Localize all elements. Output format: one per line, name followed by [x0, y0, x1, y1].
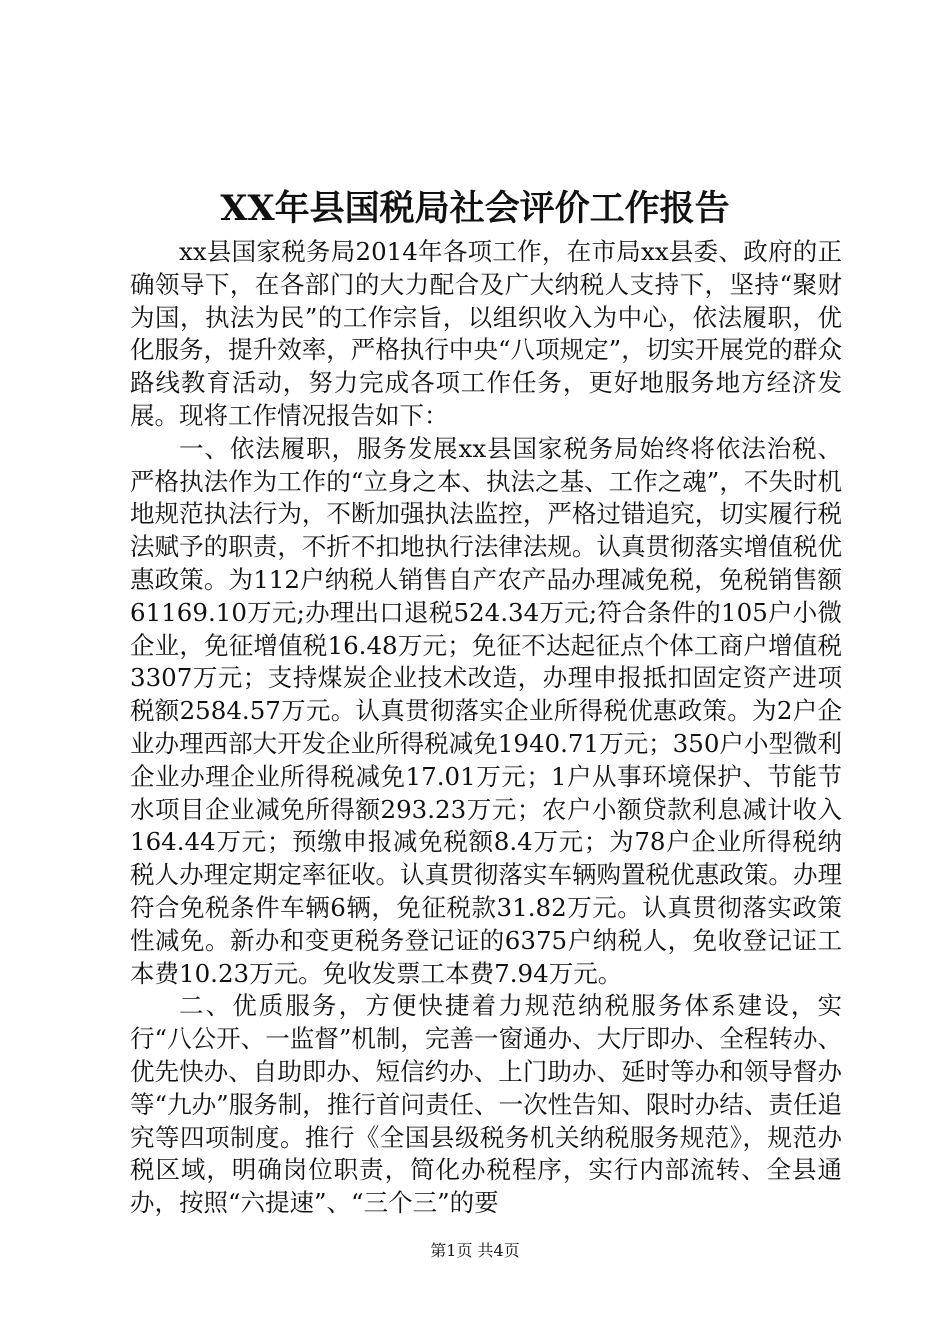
document-body — [130, 236, 842, 1220]
paragraph-section-2: 二、优质服务，方便快捷着力规范纳税服务体系建设，实行“八公开、一监督”机制，完善一窗通办、大厅即办、全程转办、优先快办、自助即办、短信约办、上门助办、延时等办和领导督办等“九办”服务制，推行首问责任、一次性告知、限时办结、责任追究等四项制度。推行《全国县级税务机关纳税服务规范》，规范办税区域，明确岗位职责，简化办税程序，实行内部流转、全县通办，按照“六提速”、“三个三”的要 — [130, 991, 842, 1218]
page-footer: 第1页 共4页 — [430, 1241, 520, 1260]
paragraph-intro: xx县国家税务局2014年各项工作，在市局xx县委、政府的正确领导下，在各部门的大力配合及广大纳税人支持下，坚持“聚财为国，执法为民”的工作宗旨，以组织收入为中心，依法履职，优化服务，提升效率，严格执行中央“八项规定”，切实开展党的群众路线教育活动，努力完成各项工作任务，更好地服务地方经济发展。现将工作情况报告如下： — [130, 237, 842, 430]
paragraph-section-1: 一、依法履职，服务发展xx县国家税务局始终将依法治税、严格执法作为工作的“立身之本、执法之基、工作之魂”，不失时机地规范执法行为，不断加强执法监控，严格过错追究，切实履行税法赋予的职责，不折不扣地执行法律法规。认真贯彻落实增值税优惠政策。为112户纳税人销售自产农产品办理减免税，免税销售额61169.10万元;办理出口退税524.34万元;符合条件的105户小微企业，免征增值税16.48万元；免征不达起征点个体工商户增值税3307万元；支持煤炭企业技术改造，办理申报抵扣固定资产进项税额2584.57万元。认真贯彻落实企业所得税优惠政策。为2户企业办理西部大开发企业所得税减免1940.71万元；350户小型微利企业办理企业所得税减免17.01万元；1户从事环境保护、节能节水项目企业减免所得额293.23万元；农户小额贷款利息减计收入164.44万元；预缴申报减免税额8.4万元；为78户企业所得税纳税人办理定期定率征收。认真贯彻落实车辆购置税优惠政策。办理符合免税条件车辆6辆，免征税款31.82万元。认真贯彻落实政策性减免。新办和变更税务登记证的6375户纳税人，免收登记证工本费10.23万元。免收发票工本费7.94万元。 — [130, 433, 842, 988]
document-title: XX年县国税局社会评价工作报告 — [220, 188, 730, 229]
